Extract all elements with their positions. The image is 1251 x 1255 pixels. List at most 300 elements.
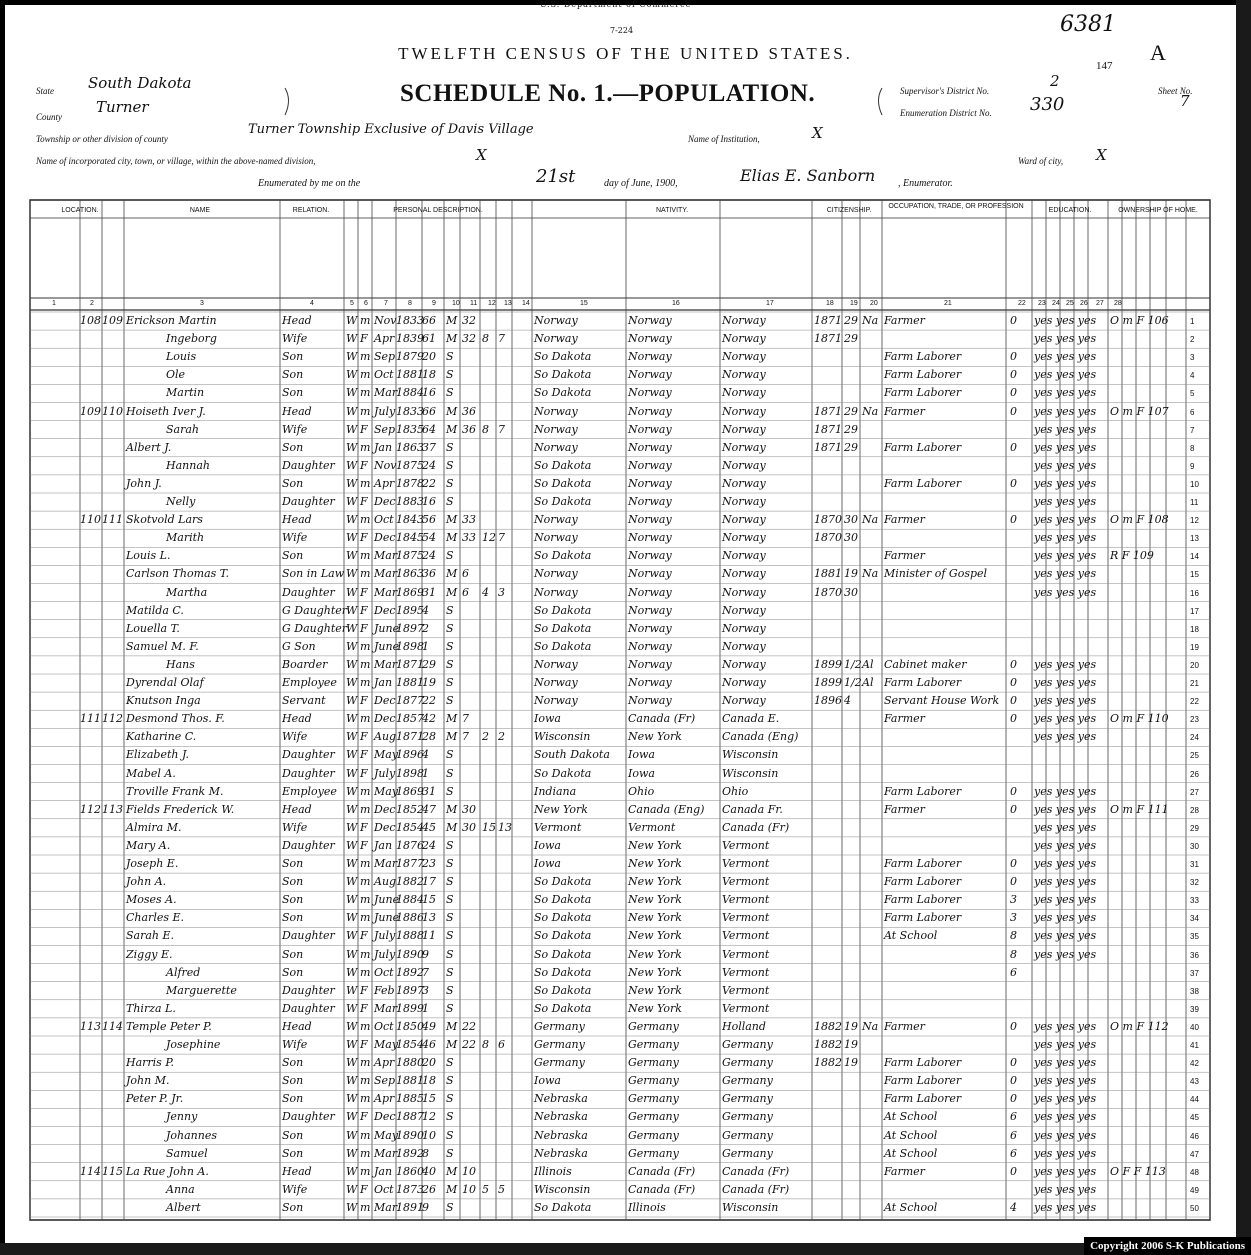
cell-fb: Canada (Fr) [628,712,696,726]
cell-edu: yes yes yes [1034,314,1097,327]
cell-edu: yes yes yes [1034,1128,1097,1142]
cell-s: m [360,350,371,364]
cell-s: F [360,730,368,744]
state-value: South Dakota [88,74,192,92]
cell-ms: M [446,1182,458,1196]
cell-mo: Oct [374,513,394,527]
cell-fb: New York [628,911,682,925]
cell-nat: Al [862,676,874,689]
cell-edu: yes yes yes [1034,820,1097,834]
cell-ms: M [446,730,458,744]
cell-rel: Wife [282,422,308,436]
cell-ms: M [446,712,458,726]
form-number: 7-224 [610,26,634,35]
cell-yr: 1875 [396,549,424,563]
cell-mo: Dec [374,603,396,617]
cell-age: 17 [422,875,436,889]
cell-n: 29 [1190,823,1199,833]
cell-rel: Son [282,368,304,382]
cell-mo: Nov [374,314,397,327]
cell-mb: Vermont [722,983,770,997]
cell-mo: Feb [374,983,395,997]
cell-mb: Canada (Fr) [722,1164,790,1178]
cell-name: Ziggy E. [126,947,173,961]
cell-fam: 113 [102,802,123,816]
cell-age: 24 [422,458,436,472]
cell-yrs: 30 [462,802,476,816]
cell-ms: S [446,639,454,653]
cell-pb: So Dakota [534,947,592,961]
cell-mb: Norway [722,657,766,671]
cell-pb: So Dakota [534,875,592,889]
cell-rel: Head [282,314,312,327]
cell-edu: yes yes yes [1034,585,1097,599]
cell-fb: Germany [628,1074,679,1088]
cell-mo: Dec [374,1110,396,1124]
cell-c: W [346,314,358,327]
cell-name: Desmond Thos. F. [126,712,225,726]
cell-mo: Mar [374,567,398,581]
cell-pb: Germany [534,1038,585,1051]
cell-mon: 0 [1010,857,1017,870]
cell-s: m [360,549,371,563]
cell-mo: June [374,893,400,907]
cell-pb: So Dakota [534,621,592,635]
cell-mo: May [374,1128,399,1142]
cell-s: F [360,983,368,997]
cell-own: O m F 110 [1110,712,1169,726]
cell-age: 18 [422,368,436,382]
cell-c: W [346,694,358,708]
cell-liv: 5 [498,1182,505,1196]
cell-s: m [360,676,371,689]
cell-yr: 1854 [396,1038,424,1051]
cell-n: 5 [1190,389,1195,399]
cell-mb: Germany [722,1038,773,1051]
cell-pb: Iowa [534,838,561,852]
cell-age: 54 [422,531,436,545]
col-group-occupation: OCCUPATION, TRADE, OR PROFESSION [888,203,1024,210]
cell-yrs: 33 [462,531,476,545]
cell-age: 2 [422,621,429,635]
cell-pb: Norway [534,314,578,327]
cell-n: 2 [1190,335,1195,345]
cell-c: W [346,332,358,346]
cell-rel: Son [282,549,304,563]
cell-imm: 1871 [814,314,842,327]
cell-c: W [346,657,358,671]
cell-age: 29 [422,657,436,671]
cell-name: Albert J. [126,440,172,454]
cell-fb: Vermont [628,820,676,834]
cell-mb: Norway [722,676,766,689]
cell-us: 4 [844,694,851,708]
cell-age: 1 [422,1001,429,1015]
cell-s: m [360,712,371,726]
cell-yr: 1877 [396,694,424,708]
cell-mon: 6 [1010,1128,1017,1142]
cell-edu: yes yes yes [1034,1056,1097,1070]
cell-occ: Farmer [884,404,925,418]
cell-fb: Norway [628,549,672,563]
cell-rel: Daughter [282,929,335,943]
cell-fb: New York [628,929,682,943]
cell-mo: Sep [374,1074,396,1088]
cell-edu: yes yes yes [1034,567,1097,581]
cell-age: 23 [422,857,436,870]
cell-imm: 1882 [814,1038,842,1051]
cell-s: F [360,458,368,472]
cell-yr: 1839 [396,332,424,346]
cell-c: W [346,513,358,527]
cell-c: W [346,875,358,889]
cell-pb: So Dakota [534,911,592,925]
cell-edu: yes yes yes [1034,368,1097,382]
cell-rel: Head [282,802,312,816]
cell-mot: 5 [482,1182,489,1196]
cell-mb: Wisconsin [722,766,779,780]
cell-occ: Farm Laborer [884,676,962,689]
cell-rel: Son [282,1146,304,1160]
cell-c: W [346,1164,358,1178]
cell-mon: 8 [1010,947,1017,961]
cell-mot: 8 [482,422,489,436]
cell-mot: 8 [482,1038,489,1051]
sheet-value: 7 [1180,92,1190,110]
cell-edu: yes yes yes [1034,857,1097,870]
cell-mb: Wisconsin [722,748,779,762]
cell-mo: Mar [374,657,398,671]
cell-pb: So Dakota [534,368,592,382]
cell-mo: May [374,784,399,798]
cell-pb: So Dakota [534,929,592,943]
enum-district-value: 330 [1030,94,1065,115]
col-group-personal: PERSONAL DESCRIPTION. [393,207,483,214]
column-number: 9 [432,300,436,307]
cell-rel: Son [282,911,304,925]
cell-name: Harris P. [126,1056,174,1070]
cell-ms: S [446,947,454,961]
cell-rel: Son [282,1074,304,1088]
cell-yr: 1852 [396,802,424,816]
cell-ms: M [446,332,458,346]
cell-mon: 3 [1010,893,1017,907]
cell-ms: S [446,440,454,454]
cell-ms: S [446,1074,454,1088]
cell-fam: 110 [102,404,123,418]
column-number: 10 [452,300,460,307]
cell-name: La Rue John A. [126,1164,209,1178]
cell-mb: Germany [722,1110,773,1124]
cell-edu: yes yes yes [1034,1092,1097,1106]
cell-age: 24 [422,549,436,563]
cell-name: Temple Peter P. [126,1019,212,1033]
cell-pb: Norway [534,422,578,436]
cell-fb: Norway [628,657,672,671]
cell-occ: Farm Laborer [884,368,962,382]
cell-rel: Daughter [282,838,335,852]
cell-ms: S [446,676,454,689]
column-number: 12 [488,300,496,307]
cell-rel: Son in Law [282,567,345,581]
cell-rel: Daughter [282,1001,335,1015]
cell-occ: Farmer [884,712,925,726]
cell-age: 26 [422,1182,436,1196]
cell-age: 56 [422,513,436,527]
column-number: 14 [522,300,530,307]
cell-pb: Nebraska [534,1110,588,1124]
cell-rel: Son [282,1092,304,1106]
cell-age: 40 [422,1164,436,1178]
cell-c: W [346,440,358,454]
cell-s: F [360,495,368,508]
cell-liv: 7 [498,422,505,436]
cell-s: m [360,513,371,527]
cell-fb: Norway [628,368,672,382]
cell-yrs: 36 [462,422,476,436]
cell-ms: S [446,965,454,979]
cell-edu: yes yes yes [1034,422,1097,436]
cell-c: W [346,857,358,870]
cell-edu: yes yes yes [1034,875,1097,889]
cell-pb: Norway [534,440,578,454]
cell-fb: Norway [628,440,672,454]
cell-rel: Wife [282,332,308,346]
cell-s: F [360,820,368,834]
cell-c: W [346,1200,358,1214]
cell-mon: 6 [1010,1146,1017,1160]
cell-s: F [360,1182,368,1196]
cell-name: Ingeborg [166,332,217,346]
col-group-nativity: NATIVITY. [655,207,689,214]
cell-mo: Mar [374,1146,398,1160]
cell-occ: Farm Laborer [884,350,962,364]
column-number: 28 [1114,300,1122,307]
cell-mo: Nov [374,458,397,472]
cell-c: W [346,603,358,617]
cell-mb: Vermont [722,875,770,889]
enumerated-suffix: , Enumerator. [898,178,953,189]
cell-ms: S [446,603,454,617]
column-number: 16 [672,300,680,307]
cell-mb: Vermont [722,947,770,961]
cell-imm: 1899 [814,657,842,671]
cell-mo: Mar [374,549,398,563]
cell-n: 1 [1190,317,1195,326]
cell-mon: 6 [1010,965,1017,979]
cell-fb: Norway [628,567,672,581]
cell-mb: Germany [722,1074,773,1088]
cell-c: W [346,639,358,653]
cell-mb: Germany [722,1128,773,1142]
cell-yr: 1877 [396,857,424,870]
cell-name: Dyrendal Olaf [126,676,204,689]
enumerated-prefix: Enumerated by me on the [258,178,361,189]
cell-c: W [346,1038,358,1051]
cell-rel: Servant [282,694,326,708]
cell-mo: Dec [374,495,396,508]
cell-yr: 1871 [396,657,424,671]
cell-fam: 112 [102,712,123,726]
cell-n: 21 [1190,679,1199,688]
cell-c: W [346,1001,358,1015]
cell-ms: M [446,820,458,834]
cell-mo: Jan [374,676,393,689]
cell-c: W [346,368,358,382]
cell-occ: Farmer [884,802,925,816]
cell-mb: Norway [722,404,766,418]
cell-edu: yes yes yes [1034,1182,1097,1196]
cell-mb: Norway [722,386,766,400]
cell-mb: Vermont [722,857,770,870]
cell-n: 12 [1190,516,1199,526]
col-group-relation: RELATION. [292,207,330,214]
cell-age: 24 [422,838,436,852]
cell-name: Josephine [166,1038,221,1051]
cell-n: 6 [1190,407,1195,417]
cell-pb: Norway [534,657,578,671]
cell-c: W [346,1128,358,1142]
cell-age: 22 [422,694,436,708]
cell-yr: 1850 [396,1019,424,1033]
sheet-letter: A [1150,40,1166,65]
cell-rel: Wife [282,820,308,834]
cell-fb: Germany [628,1019,679,1033]
sheet-label: Sheet No. [1158,86,1193,96]
cell-age: 36 [422,567,436,581]
cell-yr: 1881 [396,1074,424,1088]
cell-us: 1/2 [844,676,862,689]
city-label: Name of incorporated city, town, or village, within the above-named division, [36,156,316,166]
cell-fb: Ohio [628,784,655,798]
cell-c: W [346,838,358,852]
column-number: 4 [310,300,314,307]
cell-occ: Farmer [884,1164,925,1178]
cell-pb: Vermont [534,820,582,834]
cell-s: F [360,838,368,852]
cell-dw: 108 [80,314,101,327]
cell-ms: S [446,875,454,889]
cell-name: Peter P. Jr. [126,1092,184,1106]
cell-c: W [346,422,358,436]
cell-c: W [346,730,358,744]
cell-pb: Germany [534,1056,585,1070]
cell-fb: New York [628,1001,682,1015]
cell-s: m [360,784,371,798]
cell-mb: Norway [722,440,766,454]
cell-n: 30 [1190,841,1199,851]
cell-occ: Farm Laborer [884,476,962,490]
cell-ms: M [446,1038,458,1051]
cell-mb: Vermont [722,911,770,925]
cell-imm: 1882 [814,1056,842,1070]
cell-occ: Farmer [884,1019,925,1033]
cell-rel: Head [282,1164,312,1178]
cell-ms: S [446,694,454,708]
column-number: 20 [870,300,878,307]
cell-edu: yes yes yes [1034,911,1097,925]
cell-yr: 1869 [396,784,424,798]
column-number: 26 [1080,300,1088,307]
cell-pb: Norway [534,567,578,581]
cell-occ: Farmer [884,314,925,327]
cell-yrs: 7 [462,712,469,726]
cell-mb: Norway [722,495,766,508]
cell-name: Skotvold Lars [126,513,203,527]
cell-yrs: 10 [462,1164,476,1178]
cell-occ: Farm Laborer [884,911,962,925]
cell-edu: yes yes yes [1034,531,1097,545]
cell-edu: yes yes yes [1034,332,1097,346]
cell-mot: 4 [482,585,489,599]
cell-edu: yes yes yes [1034,802,1097,816]
cell-mon: 0 [1010,694,1017,708]
cell-name: Moses A. [126,893,177,907]
cell-pb: So Dakota [534,386,592,400]
cell-liv: 7 [498,531,505,545]
cell-ms: S [446,1092,454,1106]
cell-mb: Norway [722,332,766,346]
cell-edu: yes yes yes [1034,784,1097,798]
cell-edu: yes yes yes [1034,1038,1097,1051]
institution-value: X [812,124,823,142]
cell-name: Hans [166,657,195,671]
cell-n: 10 [1190,479,1199,489]
cell-pb: So Dakota [534,603,592,617]
cell-pb: Iowa [534,857,561,870]
cell-age: 16 [422,495,436,508]
cell-fb: Canada (Eng) [628,802,705,816]
cell-name: Thirza L. [126,1001,176,1015]
cell-name: Troville Frank M. [126,784,224,798]
cell-c: W [346,893,358,907]
cell-yrs: 6 [462,585,469,599]
cell-occ: At School [884,1200,938,1214]
cell-c: W [346,549,358,563]
cell-edu: yes yes yes [1034,730,1097,744]
cell-mb: Norway [722,567,766,581]
cell-mb: Canada (Eng) [722,730,799,744]
cell-c: W [346,458,358,472]
cell-nat: Na [862,404,879,418]
cell-s: m [360,567,371,581]
cell-ms: S [446,929,454,943]
cell-age: 64 [422,422,436,436]
cell-mb: Canada (Fr) [722,1182,790,1196]
cell-yr: 1880 [396,1056,424,1070]
cell-fb: Norway [628,422,672,436]
cell-mo: Apr [374,1056,395,1070]
cell-name: Albert [166,1200,201,1214]
cell-imm: 1882 [814,1019,842,1033]
cell-rel: Son [282,386,304,400]
cell-rel: Boarder [282,657,328,671]
cell-imm: 1871 [814,404,842,418]
cell-c: W [346,1110,358,1124]
cell-s: m [360,802,371,816]
cell-n: 14 [1190,552,1199,562]
cell-ms: S [446,621,454,635]
column-number: 24 [1052,300,1060,307]
cell-c: W [346,567,358,581]
enumerated-mid: day of June, 1900, [604,178,678,189]
cell-name: Marguerette [166,983,237,997]
cell-pb: So Dakota [534,766,592,780]
cell-yr: 1876 [396,838,424,852]
cell-mon: 0 [1010,440,1017,454]
cell-mo: Dec [374,531,396,545]
cell-mo: Jan [374,440,393,454]
